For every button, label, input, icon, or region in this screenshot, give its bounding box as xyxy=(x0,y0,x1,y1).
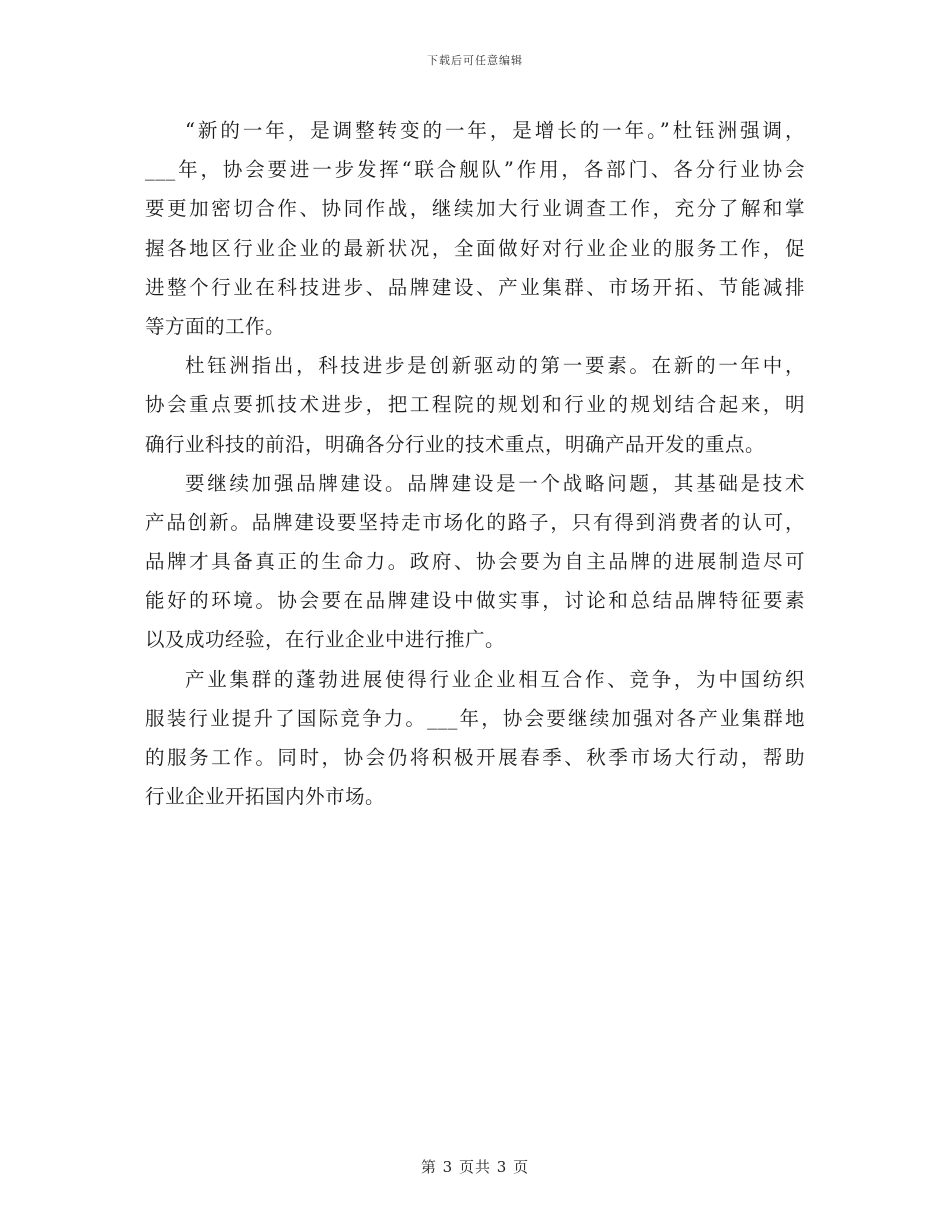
paragraph-4-line-3: 的服务工作。同时，协会仍将积极开展春季、秋季市场大行动，帮助 xyxy=(145,746,805,769)
paragraph-1-line-6: 等方面的工作。 xyxy=(145,314,286,338)
paragraph-4-line-2: 服装行业提升了国际竞争力。___年，协会要继续加强对各产业集群地 xyxy=(145,706,805,730)
paragraph-1-line-2: ___年，协会要进一步发挥“联合舰队”作用，各部门、各分行业协会 xyxy=(145,158,805,182)
document-body xyxy=(145,111,805,816)
paragraph-3-line-5: 以及成功经验，在行业企业中进行推广。 xyxy=(145,628,506,652)
paragraph-1-line-4: 握各地区行业企业的最新状况，全面做好对行业企业的服务工作，促 xyxy=(145,236,805,260)
paragraph-2-line-1: 杜钰洲指出，科技进步是创新驱动的第一要素。在新的一年中， xyxy=(185,354,805,378)
paragraph-1-line-5: 进整个行业在科技进步、品牌建设、产业集群、市场开拓、节能减排 xyxy=(145,275,805,299)
paragraph-4-line-1: 产业集群的蓬勃进展使得行业企业相互合作、竞争，为中国纺织 xyxy=(185,667,805,691)
page-footer: 第 3 页共 3 页 xyxy=(420,1158,530,1176)
paragraph-3-line-1: 要继续加强品牌建设。品牌建设是一个战略问题，其基础是技术 xyxy=(185,471,805,495)
paragraph-1-line-1: “新的一年，是调整转变的一年，是增长的一年。”杜钰洲强调， xyxy=(185,119,805,142)
paragraph-3-line-2: 产品创新。品牌建设要坚持走市场化的路子，只有得到消费者的认可， xyxy=(145,510,805,534)
paragraph-3-line-4: 能好的环境。协会要在品牌建设中做实事，讨论和总结品牌特征要素 xyxy=(145,589,805,613)
paragraph-4-line-4: 行业企业开拓国内外市场。 xyxy=(145,785,386,809)
paragraph-1-line-3: 要更加密切合作、协同作战，继续加大行业调查工作，充分了解和掌 xyxy=(145,197,805,221)
page-header: 下载后可任意编辑 xyxy=(427,54,523,67)
paragraph-2-line-3: 确行业科技的前沿，明确各分行业的技术重点，明确产品开发的重点。 xyxy=(145,432,766,456)
paragraph-2-line-2: 协会重点要抓技术进步，把工程院的规划和行业的规划结合起来，明 xyxy=(145,393,805,417)
paragraph-3-line-3: 品牌才具备真正的生命力。政府、协会要为自主品牌的进展制造尽可 xyxy=(145,550,805,574)
